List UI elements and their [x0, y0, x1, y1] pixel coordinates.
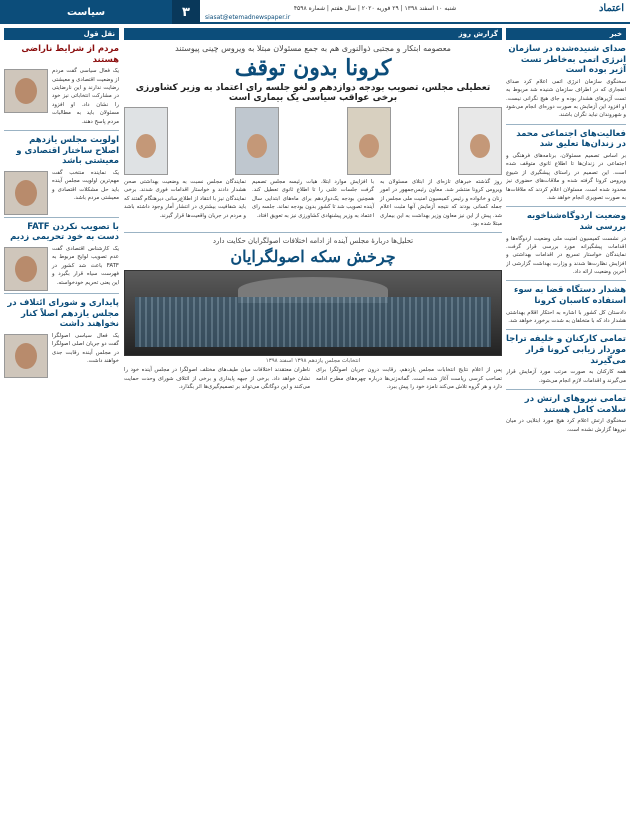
news-item	[506, 285, 626, 325]
second-story-columns	[124, 366, 502, 391]
parliament-photo	[124, 270, 502, 356]
portrait-icon	[15, 180, 37, 206]
avatar	[4, 247, 48, 291]
main-label: گزارش روز	[124, 28, 502, 40]
divider	[4, 293, 119, 294]
story-column: ناظران معتقدند اختلافات میان طیف‌های مختلف اصولگرا در مجلس آینده خود را نشان خواهد داد. برخی از جبهه پایداری و برخی از ائتلاف شورای وحدت حمایت می‌کنند و این دوگانگی می‌تواند بر تصمیم‌گیری‌ها اثر بگذارد.	[124, 367, 310, 390]
news-item	[506, 334, 626, 385]
second-kicker: تحلیل‌ها دربارهٔ مجلس آینده از ادامه اختلافات اصولگرایان حکایت دارد	[212, 237, 414, 246]
quote-title: اولویت مجلس یازدهم اصلاح ساختار اقتصادی و معیشتی باشد	[16, 134, 119, 167]
seats-shape	[135, 297, 491, 347]
news-item	[506, 211, 626, 276]
news-title: تمامی کارکنان و خلیفه تراجا موردار زیابی کرونا قرار می‌گیرند	[506, 334, 626, 366]
avatar	[4, 334, 48, 378]
newspaper-logo: اعتماد	[598, 3, 624, 14]
news-title: وضعیت اردوگاه‌شناخوبه بررسی شد	[526, 211, 626, 232]
page-number: ۳	[172, 0, 200, 24]
right-column-label: خبر	[506, 28, 626, 40]
news-title: هشدار دستگاه قضا به سوء استفاده کاسبان کرونا	[514, 285, 626, 306]
quote-item	[4, 44, 119, 126]
divider	[506, 124, 626, 125]
quote-body: یک فعال سیاسی گفت مردم از وضعیت اقتصادی و معیشتی رضایت ندارند و این نارضایتی در مشارکت انتخاباتی نیز خود را نشان داد. او افزود مسئولان باید به مطالبات مردم پاسخ دهند.	[52, 68, 119, 125]
news-body: در نشست کمیسیون امنیت ملی وضعیت اردوگاه‌ها و اقدامات پیشگیرانه مورد بررسی قرار گرفت. نمایندگان خواستار تسریع در اقدامات بهداشتی و افزایش نظارت‌ها شدند و وزارت بهداشت گزارشی از آخرین وضعیت ارائه داد.	[506, 235, 626, 275]
quote-body: یک نماینده منتخب گفت مهم‌ترین اولویت مجلس آینده باید حل مشکلات اقتصادی و معیشتی مردم باشد.	[52, 169, 119, 201]
second-headline: چرخش سکه اصولگرایان	[230, 247, 396, 267]
divider	[506, 329, 626, 330]
news-item	[506, 394, 626, 434]
headline-kicker: معصومه ابتکار و مجتبی ذوالنوری هم به جمع مسئولان مبتلا به ویروس چینی پیوستند	[175, 44, 451, 53]
divider	[124, 232, 502, 233]
avatar	[4, 69, 48, 113]
avatar	[4, 171, 48, 215]
portrait-icon	[247, 134, 267, 158]
portrait-icon	[470, 134, 490, 158]
portrait-icon	[15, 343, 37, 369]
news-item	[506, 129, 626, 203]
left-column-label: نقل قول	[4, 28, 119, 40]
portrait-icon	[136, 134, 156, 158]
officials-photos	[124, 107, 502, 175]
official-photo	[458, 107, 502, 175]
portrait-icon	[359, 134, 379, 158]
photo-caption: انتخابات مجلس یازدهم ۱۳۹۸ اسفند ۱۳۹۸	[265, 358, 361, 365]
section-name: سیاست	[66, 6, 106, 18]
news-body: سخنگوی سازمان انرژی اتمی اعلام کرد صدای انفجاری که در اطراف سازمان شنیده شد مربوط به تست آژیرهای هشدار بوده و جای هیچ نگرانی نیست. او افزود این آزمایش به صورت دوره‌ای انجام می‌شود و شهروندان نباید نگران باشند.	[506, 78, 626, 119]
news-body: سخنگوی ارتش اعلام کرد هیچ مورد ابتلایی در میان نیروها گزارش نشده است.	[506, 418, 626, 433]
divider	[4, 130, 119, 131]
quote-body: یک کارشناس اقتصادی گفت عدم تصویب لوایح مربوط به FATF باعث شد کشور در فهرست سیاه قرار بگیرد و این یعنی تحریم خودخواسته.	[52, 246, 119, 286]
quote-title: با تصویب نکردن FATF دست به خود تحریمی زدیم	[10, 221, 119, 243]
news-body: بر اساس تصمیم مسئولان، برنامه‌های فرهنگی و اجتماعی در زندان‌ها تا اطلاع ثانوی متوقف شده است. این تصمیم در راستای پیشگیری از شیوع ویروس کرونا گرفته شده و ملاقات‌های حضوری نیز محدود شده است. مسئولان اعلام کردند که ملاقات‌ها به صورت تصویری انجام خواهد شد.	[506, 153, 626, 201]
story-column: نمایندگان مجلس نسبت به وضعیت بهداشتی صحن هشدار دادند و خواستار اقدامات فوری شدند. برخی نمایندگان نیز با انتقاد از اطلاع‌رسانی دیرهنگام گفتند که باید شفافیت بیشتری در انتشار آمار وجود داشته باشد و مردم در جریان واقعیت‌ها قرار گیرند.	[124, 179, 246, 219]
news-body: دادستان کل کشور با اشاره به احتکار اقلام بهداشتی هشدار داد که با متخلفان به شدت برخورد خواهد شد.	[506, 309, 626, 324]
divider	[506, 206, 626, 207]
news-title: فعالیت‌های اجتماعی محمد در زندان‌ها تعلیق شد	[516, 128, 626, 150]
news-body: همه کارکنان به صورت مرتب مورد آزمایش قرار می‌گیرند و اقدامات لازم انجام می‌شود.	[506, 369, 626, 384]
main-subhead: تعطیلی مجلس، تصویب بودجه دوازدهم و لغو جلسه رای اعتماد به وزیر کشاورزی برخی عواقب سیاسی یک بیماری است	[135, 83, 491, 103]
main-headline: کرونا بدون توقف	[234, 55, 392, 81]
story-column: روز گذشته خبرهای تازه‌ای از ابتلای مسئولان به ویروس کرونا منتشر شد. معاون رئیس‌جمهور در امور زنان و خانواده و رئیس کمیسیون امنیت ملی مجلس از جمله کسانی بودند که نتیجه آزمایش آنها مثبت اعلام شد. پیش از این نیز معاون وزیر بهداشت به این بیماری مبتلا شده بود.	[380, 179, 502, 227]
main-story	[124, 28, 502, 816]
section-tab	[0, 0, 200, 24]
quote-title: پایداری و شورای ائتلاف در مجلس یازدهم اصلاً کنار نخواهند داشت	[7, 298, 119, 330]
site-email: siasat@etemadnewspaper.ir	[205, 14, 291, 21]
portrait-icon	[15, 256, 37, 282]
left-column	[4, 28, 119, 816]
right-column	[506, 28, 626, 816]
story-column: با افزایش موارد ابتلا، هیات رئیسه مجلس تصمیم گرفت جلسات علنی را تا اطلاع ثانوی تعطیل کند. همچنین بودجه یک‌دوازدهم برای ماه‌های ابتدایی سال آینده تصویب شد تا کشور بدون بودجه نماند. جلسه رای اعتماد به وزیر پیشنهادی کشاورزی نیز به تعویق افتاد.	[252, 179, 374, 219]
quote-title: مردم از شرایط ناراضی هستند	[21, 44, 119, 65]
portrait-icon	[15, 78, 37, 104]
quote-item	[4, 135, 119, 202]
date-line: شنبه ۱۰ اسفند ۱۳۹۸ | ۲۹ فوریه ۲۰۲۰ | سال هفتم | شماره ۴۵۹۸	[293, 5, 457, 12]
quote-item	[4, 298, 119, 365]
divider	[4, 217, 119, 218]
news-title: تمامی نیروهای ارتش در سلامت کامل هستند	[524, 394, 626, 415]
story-column: پس از اعلام نتایج انتخابات مجلس یازدهم، رقابت درون جریان اصولگرا برای تصاحب کرسی ریاست آغاز شده است. گمانه‌زنی‌ها درباره چهره‌های مطرح ادامه دارد و هر گروه تلاش می‌کند نامزد خود را پیش ببرد.	[316, 367, 502, 390]
divider	[506, 280, 626, 281]
official-photo	[347, 107, 391, 175]
page-header	[0, 0, 630, 24]
news-title: صدای شنیده‌شده در سازمان انرژی اتمی به‌خاطر تست آژیر بوده است	[508, 44, 626, 76]
story-columns	[124, 178, 502, 228]
news-item	[506, 44, 626, 120]
quote-item	[4, 222, 119, 287]
quote-body: یک فعال سیاسی اصولگرا گفت دو جریان اصلی اصولگرا در مجلس آینده رقابت جدی خواهند داشت.	[52, 332, 119, 364]
official-photo	[235, 107, 279, 175]
divider	[506, 389, 626, 390]
official-photo	[124, 107, 168, 175]
